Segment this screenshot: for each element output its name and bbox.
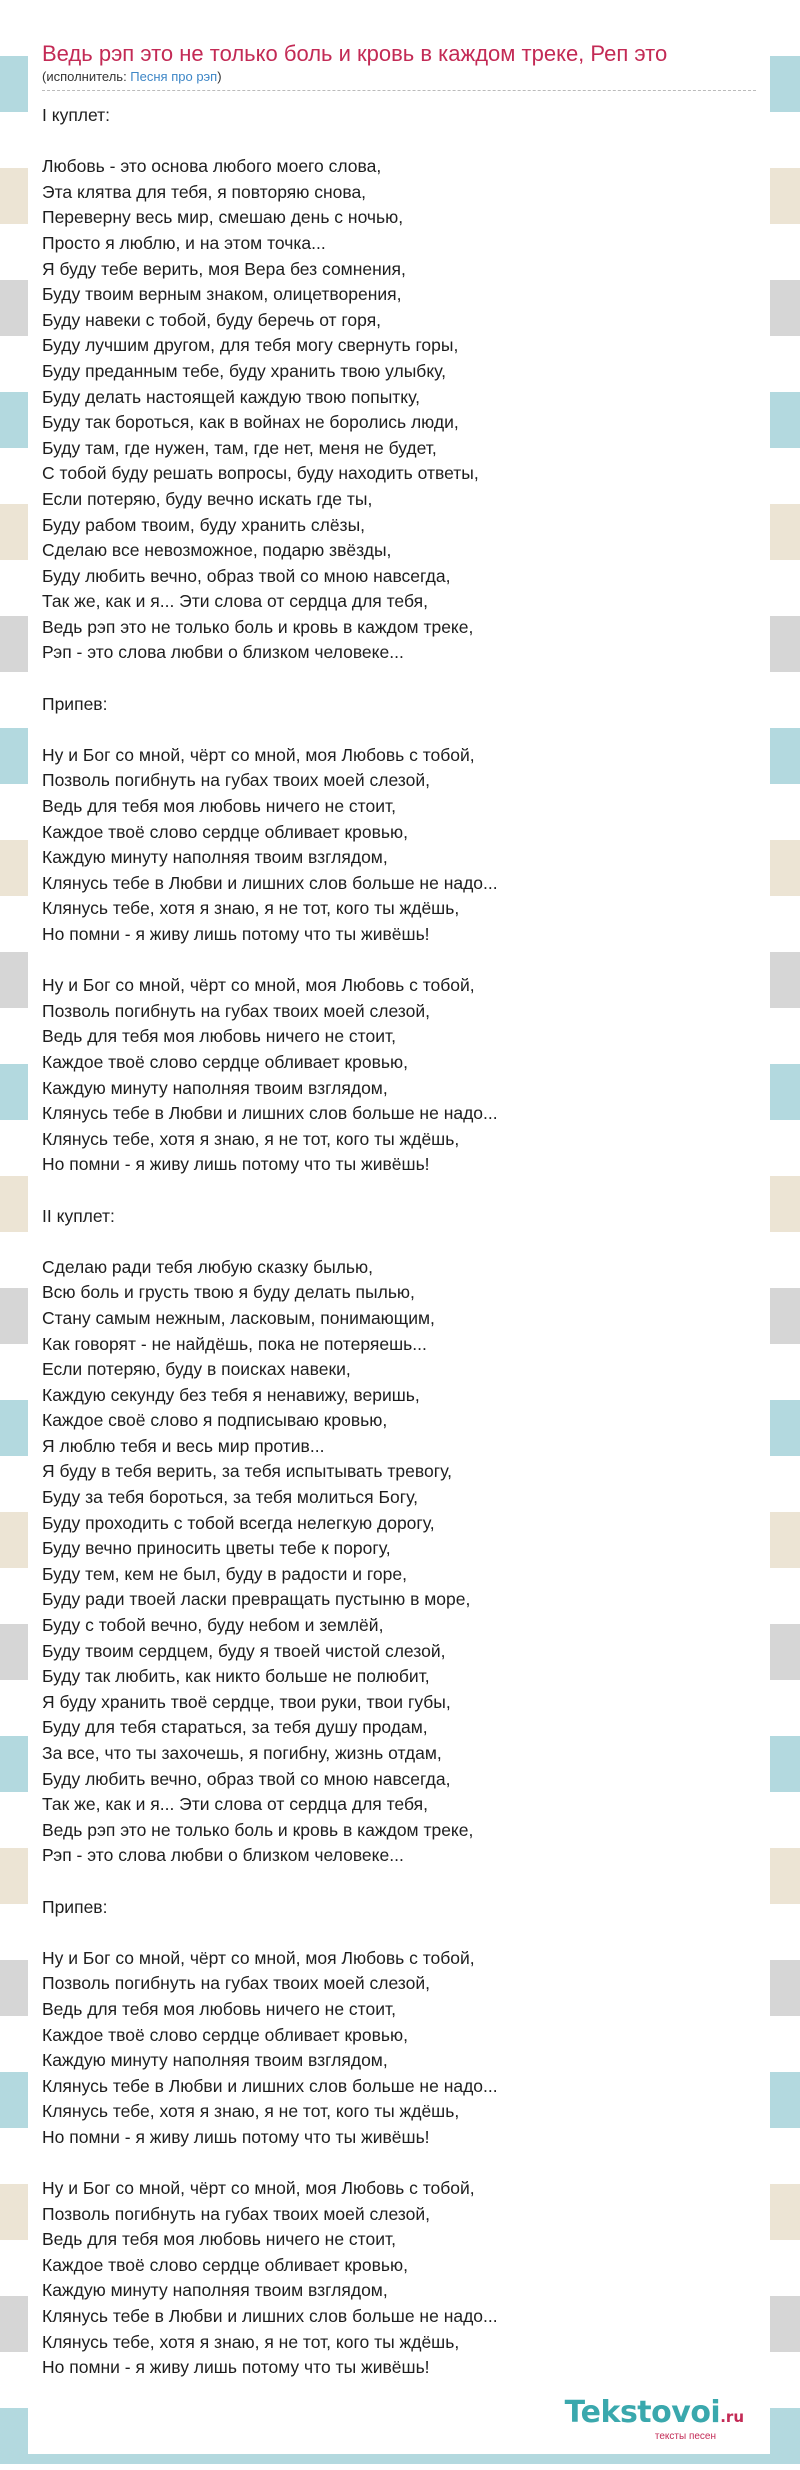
logo-name: Tekstovoi <box>564 2395 721 2430</box>
artist-link[interactable]: Песня про рэп <box>130 69 218 84</box>
logo-tagline: тексты песен <box>654 2431 716 2442</box>
page-title: Ведь рэп это не только боль и кровь в каждом треке, Реп это <box>42 41 668 66</box>
artist-suffix: ) <box>217 69 222 84</box>
lyrics-text: I куплет: Любовь - это основа любого моего слова, Эта клятва для тебя, я повторяю снова, Переверну весь мир, смешаю день с ночью, Просто я люблю, и на этом точка... Я буду тебе верить, моя Вера без сомнения, Буду твоим верным знаком, олицетворения, Буду навеки с тобой, буду беречь от горя, Буду лучшим другом, для тебя могу свернуть горы, Буду преданным тебе, буду хранить твою улыбку, Буду делать настоящей каждую твою попытку, Буду так бороться, как в войнах не боролись люди, Буду там, где нужен, там, где нет, меня не будет, С тобой буду решать вопросы, буду находить ответы, Если потеряю, буду вечно искать где ты, Буду рабом твоим, буду хранить слёзы, Сделаю все невозможное, подарю звёзды, Буду любить вечно, образ твой со мною навсегда, Так же, как и я... Эти слова от сердца для тебя, Ведь рэп это не только боль и кровь в каждом треке, Рэп - это слова любви о близком человеке... Припев: Ну и Бог со мной, чёрт со мной, моя Любовь с тобой, Позволь погибнуть на губах твоих моей слезой, Ведь для тебя моя любовь ничего не стоит, Каждое твоё слово сердце обливает кровью, Каждую минуту наполняя твоим взглядом, Клянусь тебе в Любви и лишних слов больше не надо... Клянусь тебе, хотя я знаю, я не тот, кого ты ждёшь, Но помни - я живу лишь потому что ты живёшь! Ну и Бог со мной, чёрт со мной, моя Любовь с тобой, Позволь погибнуть на губах твоих моей слезой, Ведь для тебя моя любовь ничего не стоит, Каждое твоё слово сердце обливает кровью, Каждую минуту наполняя твоим взглядом, Клянусь тебе в Любви и лишних слов больше не надо... Клянусь тебе, хотя я знаю, я не тот, кого ты ждёшь, Но помни - я живу лишь потому что ты живёшь! II куплет: Сделаю ради тебя любую сказку былью, Всю боль и грусть твою я буду делать пылью, Стану самым нежным, ласковым, понимающим, Как говорят - не найдёшь, пока не потеряешь... Если потеряю, буду в поисках навеки, Каждую секунду без тебя я ненавижу, веришь, Каждое своё слово я подписываю кровью, Я люблю тебя и весь мир против... Я буду в тебя верить, за тебя испытывать тревогу, Буду за тебя бороться, за тебя молиться Богу, Буду проходить с тобой всегда нелегкую дорогу, Буду вечно приносить цветы тебе к порогу, Буду тем, кем не был, буду в радости и горе, Буду ради твоей ласки превращать пустыню в море, Буду с тобой вечно, буду небом и землёй, Буду твоим сердцем, буду я твоей чистой слезой, Буду так любить, как никто больше не полюбит, Я буду хранить твоё сердце, твои руки, твои губы, Буду для тебя стараться, за тебя душу продам, За все, что ты захочешь, я погибну, жизнь отдам, Буду любить вечно, образ твой со мною навсегда, Так же, как и я... Эти слова от сердца для тебя, Ведь рэп это не только боль и кровь в каждом треке, Рэп - это слова любви о близком человеке... Припев: Ну и Бог со мной, чёрт со мной, моя Любовь с тобой, Позволь погибнуть на губах твоих моей слезой, Ведь для тебя моя любовь ничего не стоит, Каждое твоё слово сердце обливает кровью, Каждую минуту наполняя твоим взглядом, Клянусь тебе в Любви и лишних слов больше не надо... Клянусь тебе, хотя я знаю, я не тот, кого ты ждёшь, Но помни - я живу лишь потому что ты живёшь! Ну и Бог со мной, чёрт со мной, моя Любовь с тобой, Позволь погибнуть на губах твоих моей слезой, Ведь для тебя моя любовь ничего не стоит, Каждое твоё слово сердце обливает кровью, Каждую минуту наполняя твоим взглядом, Клянусь тебе в Любви и лишних слов больше не надо... Клянусь тебе, хотя я знаю, я не тот, кого ты ждёшь, Но помни - я живу лишь потому что ты живёшь! <box>42 105 498 2378</box>
lyrics-card <box>28 22 770 2454</box>
logo-tld: .ru <box>720 2408 744 2426</box>
logo-wordmark <box>565 2397 744 2433</box>
artist-line <box>42 68 756 91</box>
artist-prefix: (исполнитель: <box>42 69 131 84</box>
site-logo[interactable] <box>565 2397 744 2442</box>
